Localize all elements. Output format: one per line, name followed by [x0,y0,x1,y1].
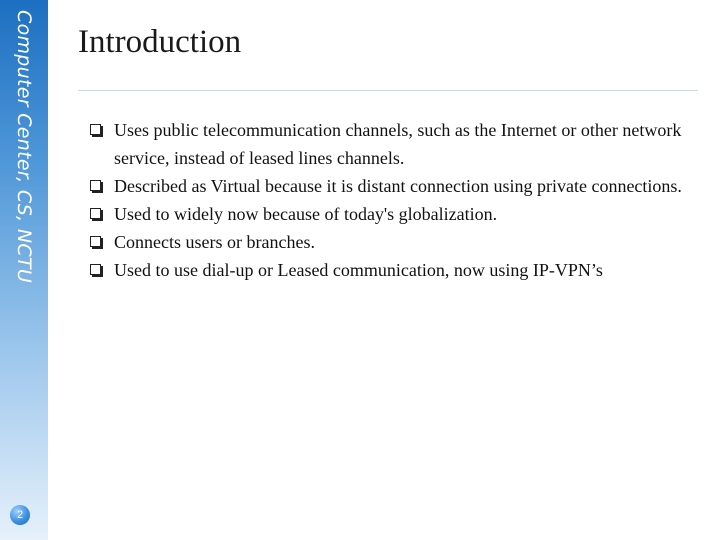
bullet-text: Used to use dial-up or Leased communication, now using IP-VPN’s [114,260,603,280]
sidebar-label: Computer Center, CS, NCTU [13,10,35,284]
bullet-text: Used to widely now because of today's globalization. [114,204,498,224]
checkbox-bullet-icon [90,180,101,191]
bullet-text: Connects users or branches. [114,232,315,252]
bullet-text: Described as Virtual because it is distant connection using private connections. [114,176,682,196]
title-divider [78,90,698,91]
bullet-text: Uses public telecommunication channels, such as the Internet or other network service, instead of leased lines channels. [114,120,682,168]
bullet-item [88,172,688,200]
checkbox-bullet-icon [90,236,101,247]
checkbox-bullet-icon [90,124,101,135]
bullet-item [88,116,688,172]
bullet-item [88,228,688,256]
checkbox-bullet-icon [90,264,101,275]
sidebar [0,0,48,540]
slide-title: Introduction [78,24,242,60]
page-number: 2 [16,509,24,521]
bullet-item [88,200,688,228]
checkbox-bullet-icon [90,208,101,219]
bullet-list [88,116,688,284]
bullet-item [88,256,688,284]
page-number-badge [10,505,30,525]
